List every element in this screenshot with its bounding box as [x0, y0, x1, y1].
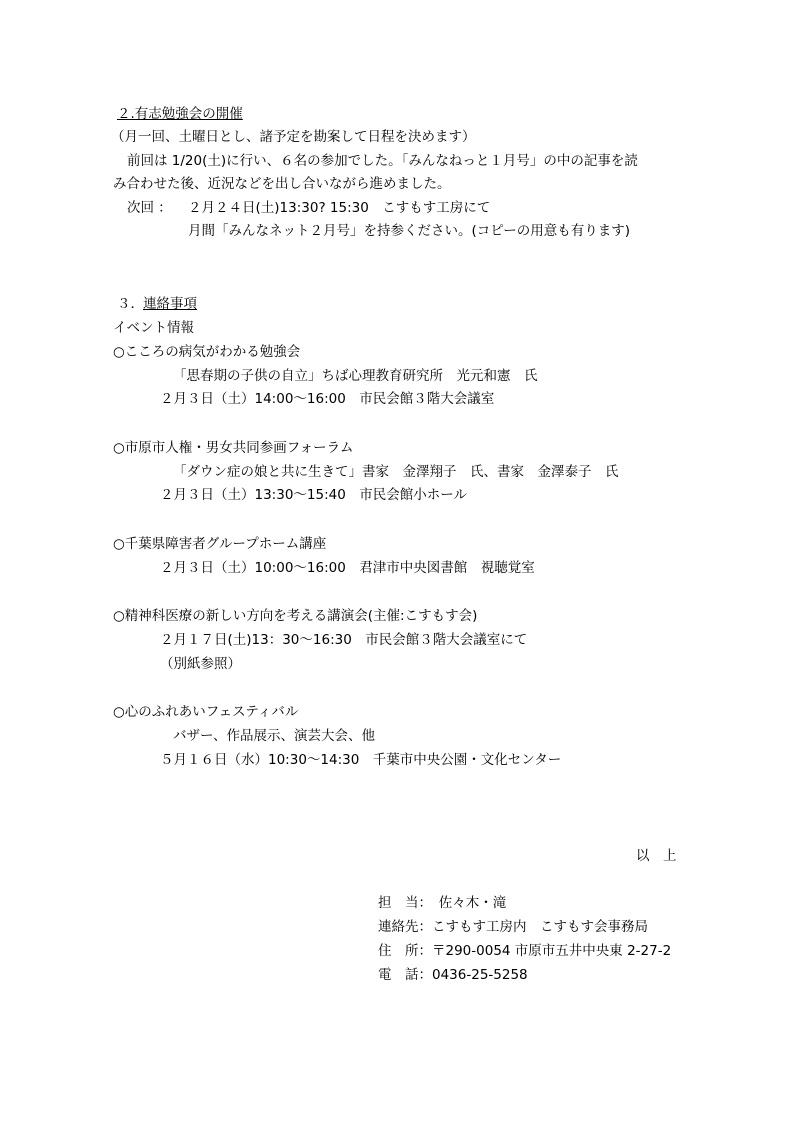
event-detail: バザー、作品展示、演芸大会、他: [173, 728, 375, 744]
section3-subheading: イベント情報: [113, 320, 194, 336]
section2-note: （月一回、土曜日とし、諸予定を勘案して日程を決めます）: [111, 129, 476, 145]
next-meeting-label: 次回 ：: [127, 200, 172, 216]
contact-person: 担 当： 佐々木・滝: [378, 895, 507, 911]
event-detail: ２月３日（土）14:00～16:00 市民会館３階大会議室: [160, 391, 495, 407]
section3-heading-number: ３．: [117, 296, 144, 312]
event-title: ○千葉県障害者グループホーム講座: [113, 536, 327, 552]
event-detail: 「思春期の子供の自立」ちば心理教育研究所 光元和憲 氏: [173, 368, 538, 384]
event-detail: ２月１７日(土)13：30～16:30 市民会館３階大会議室にて: [160, 632, 528, 648]
event-detail: ２月３日（土）13:30～15:40 市民会館小ホール: [160, 487, 468, 503]
event-title: ○市原市人権・男女共同参画フォーラム: [113, 440, 354, 456]
section2-body-line1: 前回は 1/20(土)に行い、６名の参加でした。「みんなねっと１月号」の中の記事を読: [127, 153, 638, 169]
event-detail: 「ダウン症の娘と共に生きて」書家 金澤翔子 氏、書家 金澤泰子 氏: [173, 464, 619, 480]
event-title: ○精神科医療の新しい方向を考える講演会(主催:こすもす会): [113, 608, 478, 624]
event-detail: （別紙参照）: [160, 656, 241, 672]
section2-body-line2: み合わせた後、近況などを出し合いながら進めました。: [113, 176, 451, 192]
event-title: ○心のふれあいフェスティバル: [113, 704, 299, 720]
event-detail: ５月１６日（水）10:30～14:30 千葉市中央公園・文化センター: [160, 752, 562, 768]
next-meeting-detail: ２月２４日(土)13:30? 15:30 こすもす工房にて: [188, 200, 491, 216]
section2-heading: ２.有志勉強会の開催: [117, 106, 243, 122]
contact-phone: 電 話：0436-25-5258: [378, 967, 528, 983]
closing-mark: 以 上: [636, 848, 677, 864]
contact-address: 住 所：〒290-0054 市原市五井中央東 2-27-2: [378, 943, 672, 959]
event-detail: ２月３日（土）10:00～16:00 君津市中央図書館 視聴覚室: [160, 560, 535, 576]
section3-heading: 連絡事項: [143, 296, 197, 312]
contact-office: 連絡先：こすもす工房内 こすもす会事務局: [378, 919, 648, 935]
event-title: ○こころの病気がわかる勉強会: [113, 344, 301, 360]
next-meeting-bring: 月間「みんなネット２月号」を持参ください。(コピーの用意も有ります): [188, 223, 630, 239]
